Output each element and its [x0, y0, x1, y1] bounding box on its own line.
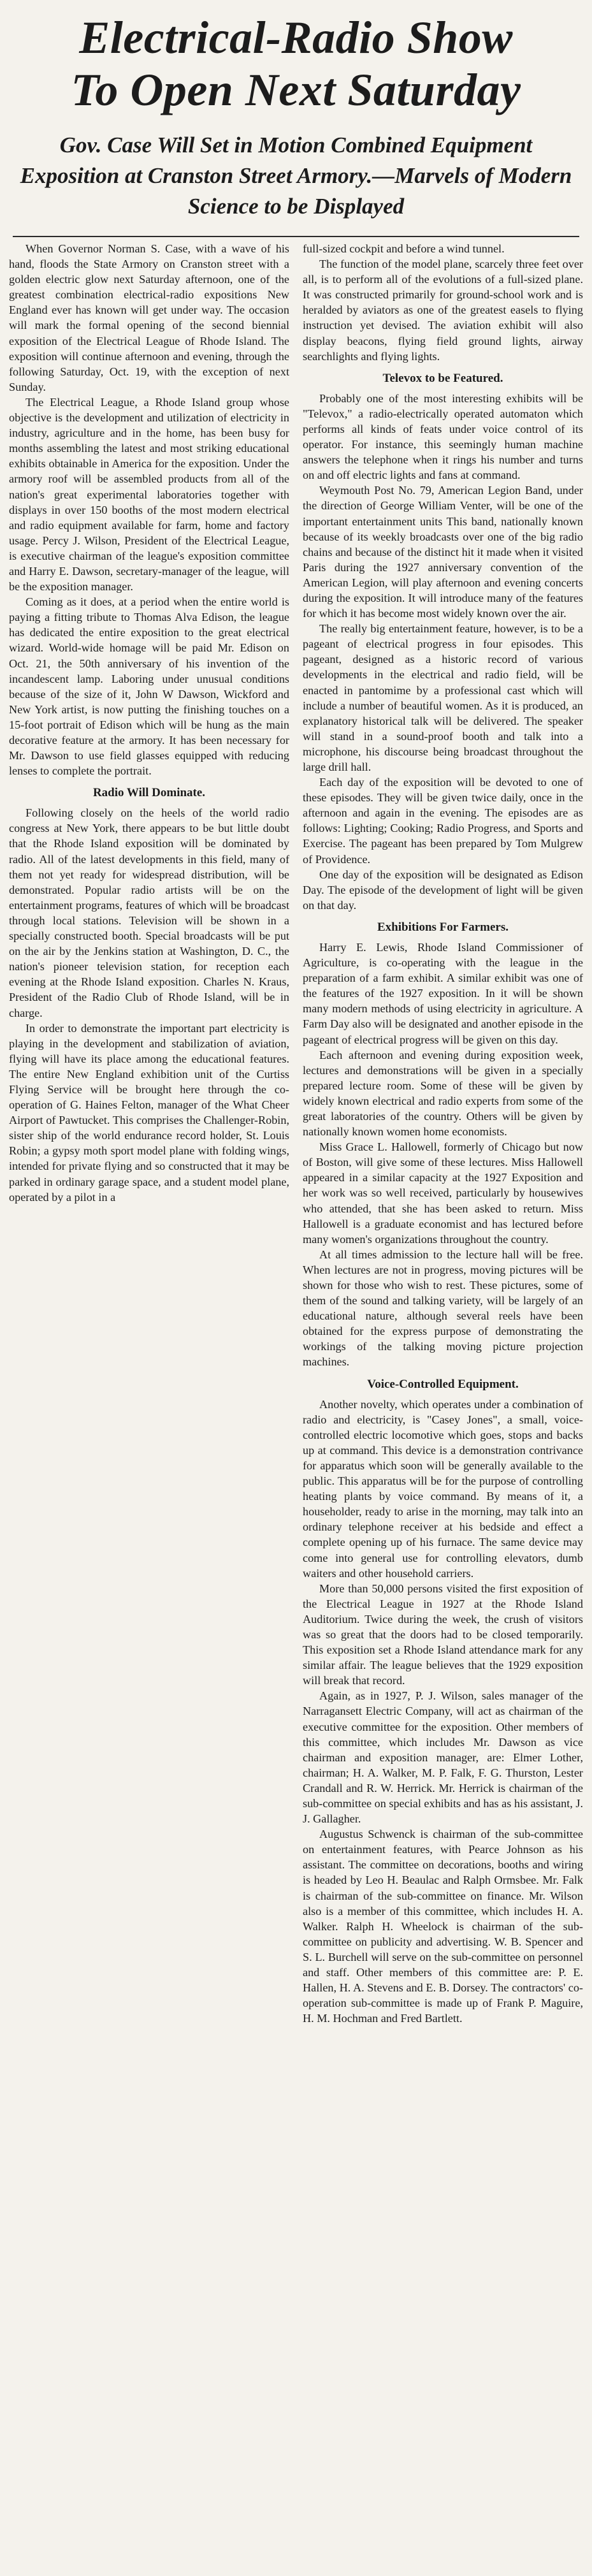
- paragraph: Again, as in 1927, P. J. Wilson, sales manager of the Narragansett Electric Company, will act as chairman of the executive committee for the exposition. Other members of this committee, which includes Mr. Dawson as vice chairman and exposition manager, are: Elmer Lother, chairman; H. A. Walker, M. P. Falk, F. G. Thurston, Lester Crandall and R. W. Herrick. Mr. Herrick is chairman of the sub-committee on special exhibits and has as his assistant, J. J. Gallagher.: [303, 1689, 583, 1826]
- divider-rule: [13, 236, 579, 237]
- section-subhead: Exhibitions For Farmers.: [377, 920, 509, 934]
- paragraph: The Electrical League, a Rhode Island group whose objective is the development and utilization of electricity in industry, agriculture and in the home, has been busy for months assembling the latest and most striking educational exhibits obtainable in America for the exposition. Under the armory roof will be assembled products from all of the nation's great experimental laboratories together with displays in over 150 booths of the most modern electrical and radio equipment available for farm, home and factory usage. Percy J. Wilson, President of the Electrical League, is executive chairman of the league's exposition committee and Harry E. Dawson, secretary-manager of the league, will be the exposition manager.: [9, 395, 289, 593]
- section-subhead: Televox to be Featured.: [382, 371, 503, 385]
- paragraph: Weymouth Post No. 79, American Legion Band, under the direction of George William Venter, will be one of the important entertainment units This band, nationally known because of its weekly broadcasts over one of the big radio chains and because of the distinct hit it made when it visited Paris during the 1927 anniversary convention of the American Legion, will play afternoon and evening concerts during the exposition. It will introduce many of the features for which it has become most widely known over the air.: [303, 484, 583, 620]
- section-subhead: Voice-Controlled Equipment.: [367, 1377, 519, 1391]
- paragraph: Miss Grace L. Hallowell, formerly of Chicago but now of Boston, will give some of these lectures. Miss Hallowell appeared in a similar capacity at the 1927 Exposition and her work was so well received, particularly by housewives who attended, that she has been asked to return. Miss Hallowell is a graduate economist and has lectured before many women's organizations throughout the country.: [303, 1140, 583, 1246]
- paragraph: Each afternoon and evening during exposition week, lectures and demonstrations will be given in a specially prepared lecture room. Some of these will be given by widely known electrical and radio experts from some of the great laboratories of the country. Others will be given by nationally known women home economists.: [303, 1048, 583, 1139]
- article-columns: [9, 241, 583, 2026]
- paragraph: Harry E. Lewis, Rhode Island Commissioner of Agriculture, is co-operating with the league in the preparation of a farm exhibit. A similar exhibit was one of the features of the 1927 exposition. In it will be shown many modern methods of using electricity in agriculture. A Farm Day also will be designated and another episode in the pageant of electrical progress will be given on this day.: [303, 940, 583, 1046]
- subheadline-deck: Gov. Case Will Set in Motion Combined Equipment Exposition at Cranston Street Armory.—Marvels of Modern Science to be Displayed: [20, 133, 572, 219]
- section-subhead: Radio Will Dominate.: [92, 786, 206, 800]
- paragraph: At all times admission to the lecture hall will be free. When lectures are not in progress, moving pictures will be shown for those who wish to rest. These pictures, some of them of the sound and talking variety, will be largely of an educational nature, although several reels have been obtained for the express purpose of demonstrating the workings of the talking moving picture projection machines.: [303, 1248, 583, 1369]
- paragraph: Each day of the exposition will be devoted to one of these episodes. They will be given twice daily, once in the afternoon and again in the evening. The episodes are as follows: Lighting; Cooking; Radio Progress, and Sports and Exercise. The pageant has been prepared by Tom Mulgrew of Providence.: [303, 776, 583, 866]
- paragraph: Another novelty, which operates under a combination of radio and electricity, is "Casey Jones", a small, voice-controlled electric locomotive which goes, stops and backs up at command. This device is a demonstration contrivance for apparatus which soon will be generally available to the public. This apparatus will be for the purpose of controlling heating plants by voice command. By means of it, a householder, ready to arise in the morning, may talk into an ordinary telephone receiver at his bedside and effect a complete opening up of his furnace. The same device may come into general use for controlling elevators, dumb waiters and other household carriers.: [303, 1397, 583, 1580]
- paragraph: Coming as it does, at a period when the entire world is paying a fitting tribute to Thomas Alva Edison, the league has dedicated the entire exposition to the great electrical wizard. World-wide homage will be paid Mr. Edison on Oct. 21, the 50th anniversary of his invention of the incandescent lamp. Laboring under unusual conditions because of the size of it, John W Dawson, Wickford and New York artist, is now putting the finishing touches on a 15-foot portrait of Edison which will be hung as the main decorative feature at the armory. It has been necessary for Mr. Dawson to use field glasses equipped with reducing lenses to complete the portrait.: [9, 595, 289, 778]
- paragraph: Probably one of the most interesting exhibits will be "Televox," a radio-electrically operated automaton which performs all kinds of feats under voice control of its operator. For instance, this seemingly human machine answers the telephone when it rings his number and turns on and off electric lights and fans at command.: [303, 391, 583, 482]
- right-column: [303, 241, 583, 2026]
- headline: [9, 11, 583, 116]
- paragraph: Following closely on the heels of the world radio congress at New York, there appears to be but little doubt that the Rhode Island exposition will be dominated by radio. All of the latest developments in this field, many of them not yet ready for widespread distribution, will be demonstrated. Popular radio artists will be on the entertainment programs, features of which will be broadcast through local stations. Television will be shown in a specially constructed booth. Special broadcasts will be put on the air by the Jenkins station at Washington, D. C., the nation's pioneer television station, for reception each evening at the Rhode Island exposition. Charles N. Kraus, President of the Radio Club of Rhode Island, will be in charge.: [9, 806, 289, 1019]
- paragraph: In order to demonstrate the important part electricity is playing in the development and stabilization of aviation, flying will have its place among the educational features. The entire New England exhibition unit of the Curtiss Flying Service will be brought here through the co-operation of G. Haines Felton, manager of the What Cheer Airport of Pawtucket. This comprises the Challenger-Robin, sister ship of the world endurance record holder, St. Louis Robin; a gypsy moth sport model plane with folding wings, intended for private flying and so constructed that it may be parked in ordinary garage space, and a student model plane, operated by a pilot in a: [9, 1021, 289, 1204]
- paragraph: One day of the exposition will be designated as Edison Day. The episode of the development of light will be given on that day.: [303, 868, 583, 912]
- paragraph: full-sized cockpit and before a wind tunnel.: [303, 242, 505, 255]
- paragraph: The really big entertainment feature, however, is to be a pageant of electrical progress in four episodes. This pageant, designed as a historic record of various developments in the electrical and radio field, will be enacted in pantomime by a professional cast which will include a number of beautiful women. As it is produced, an explanatory historical talk will be delivered. The speaker will stand in a sound-proof booth and talk into a microphone, his discourse being broadcast throughout the large drill hall.: [303, 622, 583, 773]
- left-column: [9, 241, 289, 2026]
- headline-line-1: Electrical-Radio Show: [79, 12, 513, 63]
- paragraph: Augustus Schwenck is chairman of the sub-committee on entertainment features, with Pearce Johnson as his assistant. The committee on decorations, booths and wiring is headed by Leo H. Beaulac and Ralph Ormsbee. Mr. Falk is chairman of the sub-committee on finance. Mr. Wilson also is a member of this committee, which includes H. A. Walker. Ralph H. Wheelock is chairman of the sub-committee on publicity and advertising. W. B. Spencer and S. L. Burchell will serve on the sub-committee on personnel and staff. Other members of this committee are: P. E. Hallen, H. A. Stevens and E. B. Dorsey. The contractors' co-operation sub-committee is made up of Frank P. Maguire, H. M. Hochman and Fred Bartlett.: [303, 1828, 583, 2025]
- paragraph: More than 50,000 persons visited the first exposition of the Electrical League in 1927 at the Rhode Island Auditorium. Twice during the week, the crush of visitors was so great that the doors had to be closed temporarily. This exposition set a Rhode Island attendance mark for any similar affair. The league believes that the 1929 exposition will break that record.: [303, 1582, 583, 1687]
- headline-line-2: To Open Next Saturday: [71, 64, 521, 115]
- paragraph: The function of the model plane, scarcely three feet over all, is to perform all of the evolutions of a full-sized plane. It was constructed primarily for ground-school work and is heralded by aviators as one of the greatest easels to flying instruction yet devised. The aviation exhibit will also display beacons, flying field ground lights, airway searchlights and flying lights.: [303, 258, 583, 363]
- paragraph: When Governor Norman S. Case, with a wave of his hand, floods the State Armory on Cranston street with a golden electric glow next Saturday afternoon, one of the greatest combination electrical-radio expositions New England ever has known will get under way. The occasion will mark the formal opening of the second biennial exposition of the Electrical League of Rhode Island. The exposition will continue afternoon and evening, through the following Saturday, Oct. 19, with the exception of next Sunday.: [9, 242, 289, 393]
